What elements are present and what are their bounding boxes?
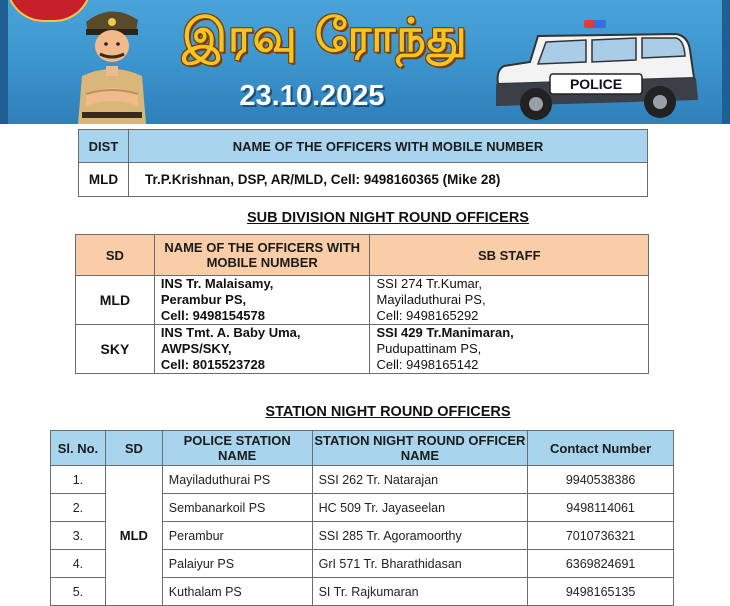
staff-line: Cell: 9498165142	[376, 357, 479, 372]
serial-cell: 5.	[51, 578, 106, 606]
district-officer-table	[78, 129, 648, 197]
officer-line: Perambur PS,	[160, 292, 247, 307]
sd-cell: MLD	[76, 276, 155, 325]
station-cell: Mayiladuthurai PS	[162, 466, 312, 494]
serial-cell: 3.	[51, 522, 106, 550]
sd-cell: SKY	[76, 325, 155, 374]
district-officer-cell: Tr.P.Krishnan, DSP, AR/MLD, Cell: 9498160365 (Mike 28)	[128, 163, 647, 197]
sd-cell: MLD	[105, 466, 162, 606]
contact-cell: 9498165135	[528, 578, 674, 606]
officer-line: Cell: 9498154578	[160, 308, 265, 323]
officer-cell	[154, 325, 370, 374]
serial-header: Sl. No.	[51, 431, 106, 466]
sb-staff-header: SB STAFF	[370, 235, 649, 276]
station-name-header: POLICE STATION NAME	[162, 431, 312, 466]
round-officer-header: STATION NIGHT ROUND OFFICER NAME	[312, 431, 528, 466]
banner-edge-right	[722, 0, 730, 124]
sub-division-heading: SUB DIVISION NIGHT ROUND OFFICERS	[247, 210, 529, 226]
station-officer-table	[50, 430, 674, 606]
sub-division-table	[75, 234, 649, 374]
staff-line: SSI 429 Tr.Manimaran,	[376, 325, 514, 340]
station-heading: STATION NIGHT ROUND OFFICERS	[265, 404, 511, 420]
banner-edge-left	[0, 0, 8, 124]
serial-cell: 1.	[51, 466, 106, 494]
staff-cell	[370, 276, 649, 325]
dist-header: DIST	[79, 130, 129, 163]
officer-line: AWPS/SKY,	[160, 341, 232, 356]
contact-cell: 9940538386	[528, 466, 674, 494]
police-car-icon	[490, 20, 702, 124]
sd-header: SD	[76, 235, 155, 276]
round-officer-cell: SSI 262 Tr. Natarajan	[312, 466, 528, 494]
contact-cell: 7010736321	[528, 522, 674, 550]
staff-cell	[370, 325, 649, 374]
police-officer-icon	[56, 2, 166, 124]
staff-line: Pudupattinam PS,	[376, 341, 482, 356]
banner-title: இரவு ரோந்து	[182, 8, 468, 62]
round-officer-cell: GrI 571 Tr. Bharathidasan	[312, 550, 528, 578]
serial-cell: 2.	[51, 494, 106, 522]
header-banner	[0, 0, 730, 124]
officer-line: Cell: 8015523728	[160, 357, 265, 372]
round-officer-cell: SI Tr. Rajkumaran	[312, 578, 528, 606]
officer-header: NAME OF THE OFFICERS WITH MOBILE NUMBER	[154, 235, 370, 276]
station-cell: Palaiyur PS	[162, 550, 312, 578]
sd-header: SD	[105, 431, 162, 466]
staff-line: Cell: 9498165292	[376, 308, 479, 323]
station-cell: Kuthalam PS	[162, 578, 312, 606]
car-police-label: POLICE	[569, 76, 623, 92]
dist-cell: MLD	[79, 163, 129, 197]
station-cell: Sembanarkoil PS	[162, 494, 312, 522]
banner-date: 23.10.2025	[239, 80, 385, 112]
contact-cell: 9498114061	[528, 494, 674, 522]
round-officer-cell: SSI 285 Tr. Agoramoorthy	[312, 522, 528, 550]
officer-line: INS Tr. Malaisamy,	[160, 276, 274, 291]
station-cell: Perambur	[162, 522, 312, 550]
staff-line: Mayiladuthurai PS,	[376, 292, 486, 307]
staff-line: SSI 274 Tr.Kumar,	[376, 276, 482, 291]
table-row	[76, 276, 649, 325]
contact-cell: 6369824691	[528, 550, 674, 578]
round-officer-cell: HC 509 Tr. Jayaseelan	[312, 494, 528, 522]
officer-cell	[154, 276, 370, 325]
table-row	[51, 466, 674, 494]
serial-cell: 4.	[51, 550, 106, 578]
contact-header: Contact Number	[528, 431, 674, 466]
table-row	[76, 325, 649, 374]
officer-header: NAME OF THE OFFICERS WITH MOBILE NUMBER	[128, 130, 647, 163]
officer-line: INS Tmt. A. Baby Uma,	[160, 325, 301, 340]
